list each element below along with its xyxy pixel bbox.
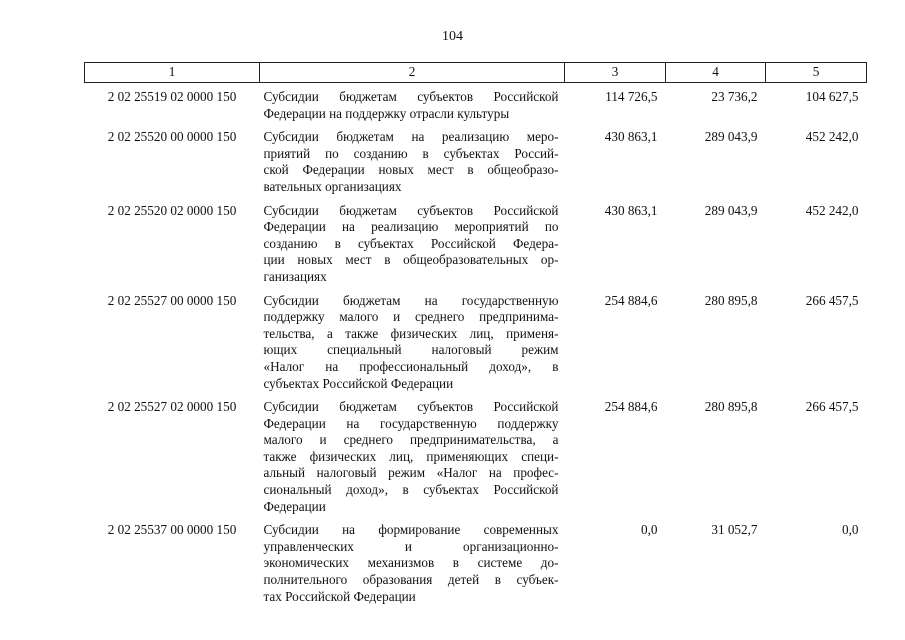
amount-cell-col3: 114 726,5 bbox=[605, 89, 658, 104]
header-cell-amount-3: 3 bbox=[565, 63, 666, 83]
description-line: тах Российской Федерации bbox=[263, 588, 416, 604]
amount-cell-col4: 31 052,7 bbox=[711, 522, 758, 538]
amount-cell-col3: 0,0 bbox=[641, 522, 658, 538]
table-header-row bbox=[85, 63, 867, 83]
amount-cell-col3: 254 884,6 bbox=[604, 292, 658, 308]
description-line: вательных организациях bbox=[263, 178, 402, 194]
amount-cell-col5: 452 242,0 bbox=[805, 129, 859, 145]
description-cell bbox=[260, 122, 565, 195]
description-line: ющих специальный налоговый режим bbox=[263, 342, 559, 358]
budget-code-cell: 2 02 25527 02 0000 150 bbox=[107, 399, 237, 415]
amount-cell-col5: 452 242,0 bbox=[805, 202, 859, 218]
amount-cell-col5: 104 627,5 bbox=[805, 89, 859, 104]
description-line: Субсидии бюджетам субъектов Российской bbox=[263, 202, 559, 218]
header-cell-description: 2 bbox=[260, 63, 565, 83]
table-row bbox=[85, 392, 867, 515]
budget-code-cell: 2 02 25519 02 0000 150 bbox=[107, 89, 237, 104]
amount-cell-col3: 430 863,1 bbox=[604, 129, 658, 145]
amount-cell-col4: 289 043,9 bbox=[704, 129, 758, 145]
budget-revenue-table bbox=[84, 62, 867, 605]
description-cell bbox=[260, 515, 565, 605]
description-line: ской Федерации новых мест в общеобразо- bbox=[263, 162, 559, 178]
description-line: малого и среднего предпринимательства, а bbox=[263, 432, 559, 448]
table-row bbox=[85, 122, 867, 195]
description-line: созданию в субъектах Российской Федера- bbox=[263, 235, 559, 251]
description-line: Субсидии на формирование современных bbox=[263, 522, 559, 538]
amount-cell-col4: 289 043,9 bbox=[704, 202, 758, 218]
budget-code-cell: 2 02 25520 02 0000 150 bbox=[107, 202, 237, 218]
description-line: Субсидии бюджетам субъектов Российской bbox=[263, 399, 559, 415]
description-line: субъектах Российской Федерации bbox=[263, 375, 454, 391]
table-row bbox=[85, 83, 867, 123]
amount-cell-col4: 280 895,8 bbox=[704, 399, 758, 415]
budget-code-cell: 2 02 25520 00 0000 150 bbox=[107, 129, 237, 145]
amount-cell-col4: 280 895,8 bbox=[704, 292, 758, 308]
budget-code-cell: 2 02 25527 00 0000 150 bbox=[107, 292, 237, 308]
amount-cell-col5: 266 457,5 bbox=[805, 292, 859, 308]
table-row bbox=[85, 515, 867, 605]
description-line: Федерации на поддержку отрасли культуры bbox=[263, 105, 510, 121]
page-number: 104 bbox=[442, 29, 463, 44]
table-row bbox=[85, 286, 867, 393]
header-cell-amount-4: 4 bbox=[666, 63, 766, 83]
description-cell bbox=[260, 196, 565, 286]
description-line: также физических лиц, применяющих специ- bbox=[263, 448, 559, 464]
description-line: Федерации bbox=[263, 498, 326, 514]
description-cell bbox=[260, 83, 565, 123]
description-line: Субсидии бюджетам на государственную bbox=[263, 292, 559, 308]
header-cell-amount-5: 5 bbox=[766, 63, 867, 83]
description-line: ции новых мест в общеобразовательных ор- bbox=[263, 252, 559, 268]
description-line: приятий по созданию в субъектах Россий- bbox=[263, 145, 559, 161]
description-line: альный налоговый режим «Налог на профес- bbox=[263, 465, 559, 481]
description-line: Федерации на реализацию мероприятий по bbox=[263, 219, 559, 235]
description-line: экономических механизмов в системе до- bbox=[263, 555, 559, 571]
description-line: ганизациях bbox=[263, 268, 327, 284]
header-cell-code: 1 bbox=[85, 63, 260, 83]
description-line: поддержку малого и среднего предпринима- bbox=[263, 309, 559, 325]
budget-code-cell: 2 02 25537 00 0000 150 bbox=[107, 522, 237, 538]
amount-cell-col5: 266 457,5 bbox=[805, 399, 859, 415]
description-cell bbox=[260, 392, 565, 515]
description-cell bbox=[260, 286, 565, 393]
table-body bbox=[85, 83, 867, 606]
description-line: сиональный доход», в субъектах Российской bbox=[263, 482, 559, 498]
description-line: управленческих и организационно- bbox=[263, 538, 559, 554]
description-line: тельства, а также физических лиц, применя- bbox=[263, 325, 559, 341]
amount-cell-col3: 430 863,1 bbox=[604, 202, 658, 218]
description-line: Субсидии бюджетам субъектов Российской bbox=[263, 89, 559, 104]
description-line: Федерации на государственную поддержку bbox=[263, 415, 559, 431]
description-line: «Налог на профессиональный доход», в bbox=[263, 358, 559, 374]
description-line: полнительного образования детей в субъек- bbox=[263, 572, 559, 588]
amount-cell-col3: 254 884,6 bbox=[604, 399, 658, 415]
table-row bbox=[85, 196, 867, 286]
amount-cell-col4: 23 736,2 bbox=[711, 89, 758, 104]
description-line: Субсидии бюджетам на реализацию меро- bbox=[263, 129, 559, 145]
amount-cell-col5: 0,0 bbox=[842, 522, 859, 538]
